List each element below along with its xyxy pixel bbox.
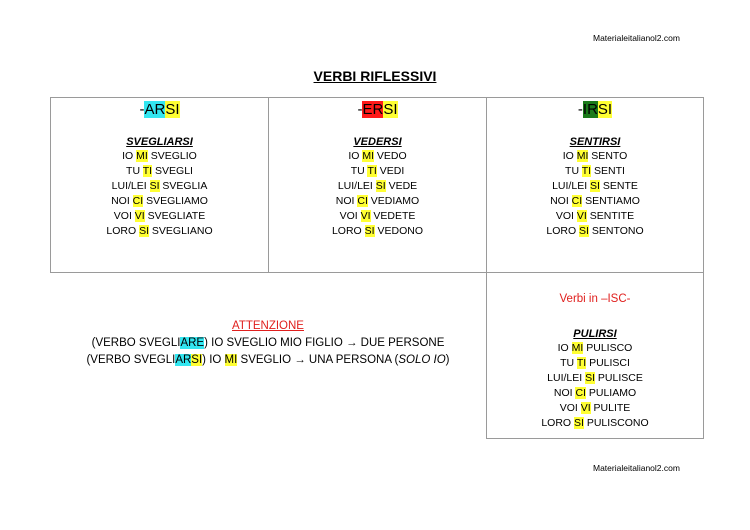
conjugation-row: [487, 416, 703, 431]
pronoun-highlight: SI: [364, 225, 375, 237]
conjugation-row: [51, 179, 268, 194]
attention-line-1: [50, 335, 486, 352]
verb-form: SVEGLI: [152, 165, 193, 177]
subject: VOI: [559, 402, 581, 414]
dash: -: [577, 101, 583, 118]
pronoun-highlight: SI: [149, 180, 160, 192]
ending-highlight: SI: [597, 101, 613, 118]
conjugation-row: [487, 149, 703, 164]
subject: IO: [348, 150, 363, 162]
subject: NOI: [553, 387, 576, 399]
ending-highlight: ARE: [180, 337, 205, 349]
subject: VOI: [113, 210, 135, 222]
site-name-top: Materialeitalianol2.com: [593, 33, 680, 43]
text: SVEGLIO → UNA PERSONA (: [237, 354, 399, 366]
pronoun-highlight: SI: [574, 417, 584, 429]
verb-form: SVEGLIO: [147, 150, 197, 162]
column-arsi: [50, 97, 269, 273]
conjugation-row: [51, 194, 268, 209]
pronoun-highlight: TI: [367, 165, 377, 177]
subject: NOI: [550, 195, 572, 207]
ending-highlight: AR: [144, 101, 166, 118]
subject: LUI/LEI: [111, 180, 150, 192]
pronoun-highlight: CI: [357, 195, 368, 207]
subject: LORO: [541, 417, 574, 429]
conjugation-row: [487, 224, 703, 239]
subject: TU: [565, 165, 582, 177]
subject: IO: [562, 150, 577, 162]
conjugation-row: [51, 209, 268, 224]
dash: -: [139, 101, 145, 118]
conjugation-row: [487, 209, 703, 224]
verb-title: SVEGLIARSI: [126, 136, 193, 148]
text: (VERBO SVEGLI: [91, 337, 181, 349]
verb-form: SENTIAMO: [582, 195, 640, 207]
conjugation-row: [487, 341, 703, 356]
pronoun-highlight: VI: [134, 210, 145, 222]
attention-box: [50, 318, 486, 369]
verb-form: VEDETE: [370, 210, 416, 222]
subject: IO: [122, 150, 137, 162]
text: ) IO: [202, 354, 225, 366]
verb-form: SENTI: [591, 165, 625, 177]
conjugation-row: [487, 164, 703, 179]
ending-highlight: AR: [175, 354, 192, 366]
conjugation-row: [51, 224, 268, 239]
pronoun-highlight: TI: [576, 357, 587, 369]
text: ): [445, 354, 450, 366]
verb-title: SENTIRSI: [569, 136, 621, 148]
subject: NOI: [111, 195, 133, 207]
verb-title: PULIRSI: [573, 328, 617, 340]
verb-form: SVEGLIANO: [149, 225, 213, 237]
verb-form: SVEGLIA: [159, 180, 208, 192]
conjugation-row: [487, 179, 703, 194]
text: ) IO SVEGLIO MIO FIGLIO → DUE PERSONE: [204, 337, 445, 349]
verb-form: SENTONO: [588, 225, 644, 237]
pronoun-highlight: SI: [590, 180, 600, 192]
column-isc: [486, 272, 704, 439]
attention-line-2: [50, 352, 486, 369]
pronoun-highlight: VI: [360, 210, 371, 222]
text: (VERBO SVEGLI: [86, 354, 176, 366]
subject: IO: [557, 342, 572, 354]
pronoun-highlight: VI: [576, 210, 587, 222]
verb-form: PULISCO: [583, 342, 633, 354]
ending-highlight: SI: [383, 101, 398, 118]
verb-form: VEDO: [374, 150, 407, 162]
conjugation-row: [51, 164, 268, 179]
pronoun-highlight: CI: [132, 195, 144, 207]
ending-highlight: SI: [165, 101, 180, 118]
conjugation-row: [487, 371, 703, 386]
pronoun-highlight: MI: [576, 150, 589, 162]
ending-highlight: IR: [582, 101, 598, 118]
pronoun-highlight: SI: [139, 225, 149, 237]
pronoun-highlight: SI: [585, 372, 595, 384]
pronoun-highlight: MI: [136, 150, 148, 162]
pronoun-highlight: TI: [142, 165, 153, 177]
pronoun-highlight: MI: [571, 342, 584, 354]
text-italic: SOLO IO: [398, 354, 446, 366]
subject: TU: [560, 357, 577, 369]
subject: LORO: [106, 225, 140, 237]
verb-form: VEDIAMO: [367, 195, 420, 207]
verb-form: PULITE: [590, 402, 631, 414]
verb-form: PULISCE: [595, 372, 643, 384]
pronoun-highlight: CI: [571, 195, 583, 207]
isc-heading: Verbi in –ISC-: [559, 293, 631, 305]
column-irsi: [486, 97, 704, 273]
conjugation-row: [269, 194, 486, 209]
subject: LORO: [331, 225, 365, 237]
dash: -: [357, 101, 363, 118]
conjugation-row: [269, 149, 486, 164]
verb-form: SENTE: [599, 180, 638, 192]
pronoun-highlight: SI: [375, 180, 386, 192]
conjugation-row: [487, 401, 703, 416]
pronoun-highlight: SI: [579, 225, 589, 237]
conjugation-row: [487, 194, 703, 209]
verb-form: PULISCONO: [583, 417, 649, 429]
verb-form: VEDONO: [374, 225, 424, 237]
page-title: VERBI RIFLESSIVI: [313, 68, 437, 84]
column-ersi: [268, 97, 487, 273]
conjugation-row: [269, 164, 486, 179]
verb-form: PULIAMO: [585, 387, 637, 399]
conjugation-row: [269, 224, 486, 239]
verb-form: VEDE: [385, 180, 418, 192]
verb-form: SVEGLIAMO: [143, 195, 208, 207]
subject: TU: [126, 165, 143, 177]
verb-title: VEDERSI: [353, 136, 402, 148]
verb-form: VEDI: [376, 165, 405, 177]
pronoun-highlight: CI: [575, 387, 586, 399]
subject: LUI/LEI: [547, 372, 586, 384]
attention-heading: ATTENZIONE: [232, 320, 304, 332]
verb-form: PULISCI: [586, 357, 630, 369]
site-name-bottom: Materialeitalianol2.com: [593, 463, 680, 473]
conjugation-row: [51, 149, 268, 164]
conjugation-row: [487, 386, 703, 401]
verb-form: SENTITE: [586, 210, 635, 222]
pronoun-highlight: MI: [224, 354, 238, 366]
conjugation-row: [487, 356, 703, 371]
verb-form: SENTO: [588, 150, 628, 162]
ending-highlight: SI: [191, 354, 203, 366]
subject: VOI: [339, 210, 361, 222]
conjugation-row: [269, 209, 486, 224]
pronoun-highlight: MI: [362, 150, 374, 162]
verb-form: SVEGLIATE: [144, 210, 206, 222]
pronoun-highlight: VI: [580, 402, 591, 414]
subject: LUI/LEI: [337, 180, 376, 192]
subject: LUI/LEI: [552, 180, 591, 192]
subject: VOI: [555, 210, 577, 222]
suffix-heading: [269, 101, 486, 118]
subject: NOI: [335, 195, 358, 207]
ending-highlight: ER: [362, 101, 384, 118]
suffix-heading: [487, 101, 703, 118]
conjugation-row: [269, 179, 486, 194]
suffix-heading: [51, 101, 268, 118]
subject: LORO: [546, 225, 580, 237]
pronoun-highlight: TI: [581, 165, 592, 177]
subject: TU: [350, 165, 368, 177]
